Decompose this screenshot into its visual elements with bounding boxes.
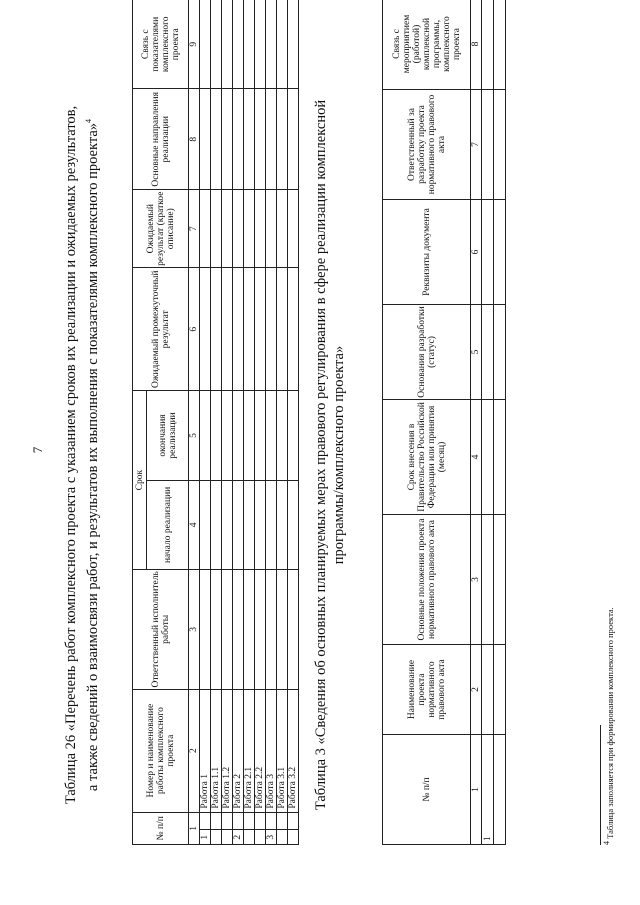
footnote-divider <box>600 725 601 845</box>
row-name: Работа 1.2 <box>222 689 233 812</box>
row-num <box>211 830 222 845</box>
table26-title-line1: Таблица 26 «Перечень работ комплексного проекта с указанием сроков их реализации и ожидаемых результатов, <box>63 105 79 805</box>
header-link: Связь с мероприятием (работой) комплексной программы, комплексного проекта <box>383 0 471 90</box>
table-row <box>494 0 506 845</box>
table-row <box>222 0 233 845</box>
row-name: Работа 1 <box>200 689 211 812</box>
header-expected: Ожидаемый результат (краткое описание) <box>133 190 189 268</box>
row-num: 1 <box>482 735 494 845</box>
footnote-ref: 4 <box>84 118 93 123</box>
col-number: 7 <box>471 90 482 200</box>
col-number: 7 <box>189 190 200 268</box>
table-row <box>277 0 288 845</box>
header-provisions: Основные положения проекта нормативного правового акта <box>383 515 471 645</box>
header-directions: Основные направления реализации <box>133 89 189 190</box>
col-number: 6 <box>189 268 200 391</box>
table3-title <box>312 55 348 855</box>
footnote-mark: 4 <box>602 841 611 845</box>
col-number: 2 <box>189 689 200 812</box>
header-start: начало реализации <box>147 480 189 569</box>
row-name: Работа 2.1 <box>244 689 255 812</box>
header-basis: Основания разработки (статус) <box>383 305 471 400</box>
header-num: № п/п <box>383 735 471 845</box>
row-num <box>494 735 506 845</box>
table3-title-line1: Таблица 3 «Сведения об основных планируемых мерах правового регулирования в сфере реализации комплексной <box>313 99 329 811</box>
col-number: 5 <box>189 391 200 480</box>
table-row <box>266 0 277 845</box>
row-name: Работа 3 <box>266 689 277 812</box>
header-term: Срок <box>133 391 147 570</box>
row-name: Работа 1.1 <box>211 689 222 812</box>
table-row <box>233 0 244 845</box>
table26-title <box>62 55 102 855</box>
header-name: Номер и наименование работы комплексного проекта <box>133 689 189 812</box>
page-number: 7 <box>30 446 45 454</box>
col-number: 1 <box>189 812 200 844</box>
row-num: 1 <box>200 830 211 845</box>
col-number: 4 <box>471 400 482 515</box>
col-number: 6 <box>471 200 482 305</box>
table-row <box>211 0 222 845</box>
col-number: 4 <box>189 480 200 569</box>
table-row <box>255 0 266 845</box>
col-number: 3 <box>189 570 200 690</box>
row-num: 3 <box>266 830 277 845</box>
row-num <box>222 830 233 845</box>
table3-title-line2: программы/комплексного проекта» <box>331 345 347 565</box>
row-num <box>244 830 255 845</box>
table-row <box>288 0 299 845</box>
footnote <box>602 345 615 845</box>
row-name: Работа 2 <box>233 689 244 812</box>
col-number: 3 <box>471 515 482 645</box>
header-name: Наименование проекта нормативного правового акта <box>383 645 471 735</box>
table3 <box>382 0 506 845</box>
row-num <box>255 830 266 845</box>
footnote-text: Таблица заполняется при формировании комплексного проекта. <box>604 607 615 839</box>
col-number: 1 <box>471 735 482 845</box>
table-row <box>482 0 494 845</box>
col-number: 8 <box>189 89 200 190</box>
header-details: Реквизиты документа <box>383 200 471 305</box>
header-deadline: Срок внесения в Правительство Российской Федерации или принятия (месяц) <box>383 400 471 515</box>
row-name: Работа 3.1 <box>277 689 288 812</box>
header-executor: Ответственный исполнитель работы <box>133 570 189 690</box>
row-name: Работа 2.2 <box>255 689 266 812</box>
row-num <box>288 830 299 845</box>
header-intermediate: Ожидаемый промежуточный результат <box>133 268 189 391</box>
header-responsible: Ответственный за разработку проекта нормативного правового акта <box>383 90 471 200</box>
header-link: Связь с показателями комплексного проекта <box>133 0 189 89</box>
table-row <box>200 0 211 845</box>
col-number: 5 <box>471 305 482 400</box>
table26 <box>132 0 299 845</box>
row-name: Работа 3.2 <box>288 689 299 812</box>
col-number: 9 <box>189 0 200 89</box>
row-num <box>277 830 288 845</box>
col-number: 8 <box>471 0 482 90</box>
table26-title-line2: а также сведений о взаимосвязи работ, и результатов их выполнения с показателями комплексного проекта» <box>84 122 101 792</box>
table-row <box>244 0 255 845</box>
col-number: 2 <box>471 645 482 735</box>
header-end: окончания реализации <box>147 391 189 480</box>
row-num: 2 <box>233 830 244 845</box>
header-num: № п/п <box>133 812 189 844</box>
